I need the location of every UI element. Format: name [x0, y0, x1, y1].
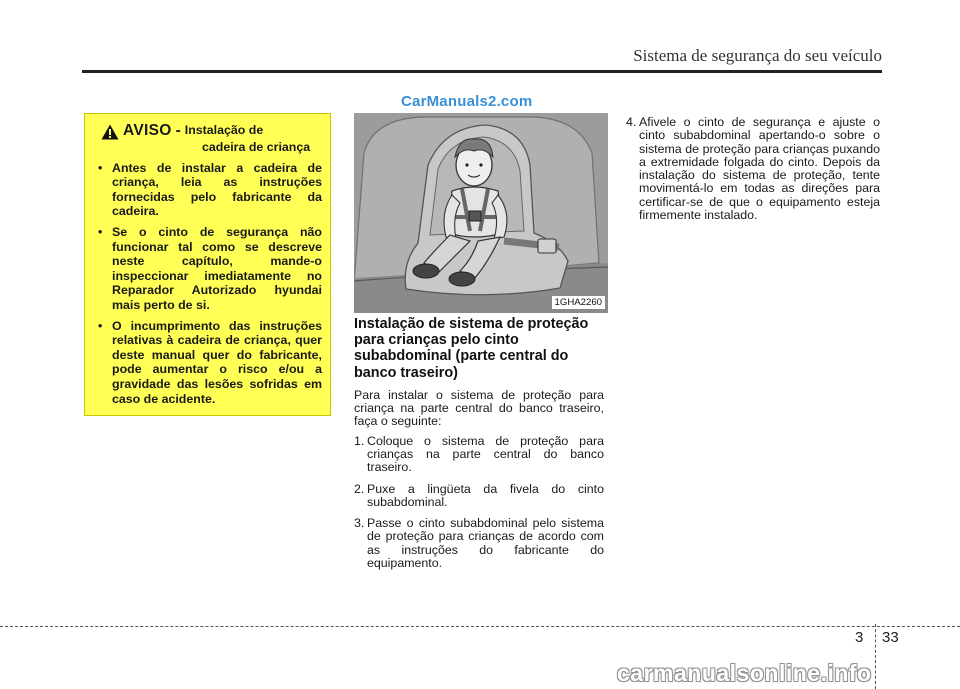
warning-heading: [101, 123, 322, 140]
step-item: [626, 116, 880, 222]
section-number: 3: [855, 629, 864, 646]
warning-topic-line2: cadeira de criança: [202, 140, 311, 154]
step-item: [354, 483, 604, 510]
warning-item: • O incumprimento das instruções relativas à cadeira de criança, quer deste manual quer do fabricante, pode aumentar o risco e/ou a gravidade das lesões sofridas em caso de acidente.: [97, 319, 322, 407]
right-column: [626, 110, 880, 230]
middle-column: [354, 316, 604, 578]
step-item: [354, 517, 604, 570]
footer-divider: [0, 626, 960, 627]
step-number: 4.: [626, 115, 637, 129]
steps-list-continued: [626, 116, 880, 222]
step-text: Coloque o sistema de proteção para crianças na parte central do banco traseiro.: [367, 433, 604, 475]
page-number-separator: [875, 624, 876, 689]
step-item: [354, 435, 604, 475]
step-number: 2.: [354, 481, 365, 496]
warning-topic-line1: Instalação de: [184, 123, 264, 137]
warning-triangle-icon: [101, 124, 119, 140]
steps-list: [354, 435, 604, 571]
page-number: 33: [882, 629, 899, 646]
child-seat-illustration: [354, 113, 608, 313]
header-rule: [82, 70, 882, 73]
watermark-bottom: carmanualsonline.info: [617, 660, 872, 686]
step-number: 1.: [354, 433, 365, 448]
page-header-title: Sistema de segurança do seu veículo: [633, 46, 882, 65]
watermark-top: CarManuals2.com: [401, 93, 533, 110]
child-seat-drawing: [354, 113, 608, 313]
warning-box: [84, 113, 331, 416]
warning-item: • Antes de instalar a cadeira de criança, leia as instruções fornecidas pelo fabricante da cadeira.: [97, 161, 322, 219]
warning-dash: -: [175, 122, 181, 139]
step-text: Afivele o cinto de segurança e ajuste o cinto subabdominal apertando-o sobre o sistema de proteção para crianças puxando a extremidade folgada do cinto. Depois da instalação do sistema de proteção, tente movimentá-lo em todas as direções para certificar-se de que o equipamento esteja firmemente instalado.: [639, 115, 880, 223]
illustration-code: 1GHA2260: [552, 296, 605, 309]
step-number: 3.: [354, 516, 365, 531]
warning-label: AVISO: [123, 122, 172, 139]
section-intro: Para instalar o sistema de proteção para criança na parte central do banco traseiro, faça o seguinte:: [354, 387, 604, 429]
warning-list: [97, 161, 322, 407]
warning-item: • Se o cinto de segurança não funcionar tal como se descreve neste capítulo, mande-o inspeccionar imediatamente no Reparador Autorizado hyundai mais perto de si.: [97, 225, 322, 313]
step-text: Passe o cinto subabdominal pelo sistema de proteção para crianças de acordo com as instruções do fabricante do equipamento.: [367, 516, 604, 571]
step-text: Puxe a lingüeta da fivela do cinto subabdominal.: [367, 481, 604, 509]
section-title: Instalação de sistema de proteção para crianças pelo cinto subabdominal (parte central do banco traseiro): [354, 316, 589, 381]
